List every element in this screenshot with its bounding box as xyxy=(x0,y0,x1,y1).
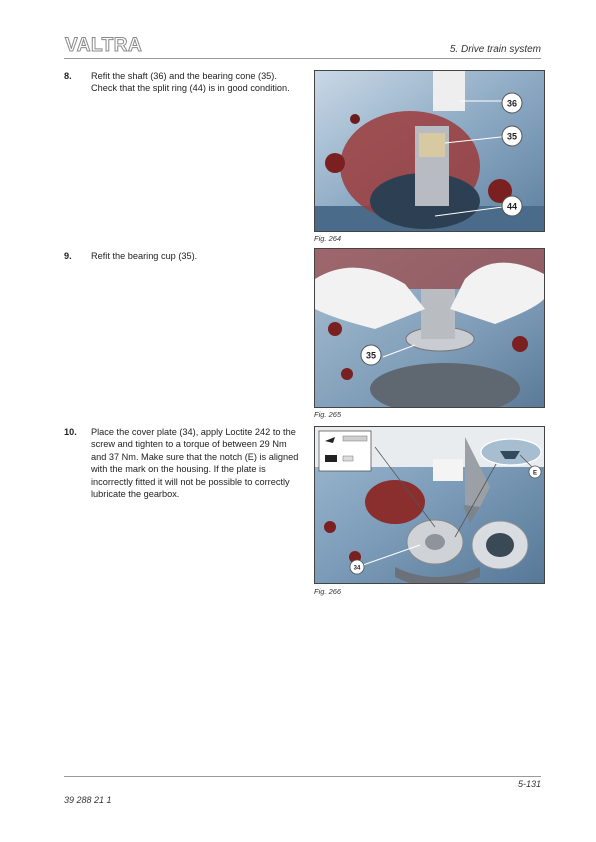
step-number: 9. xyxy=(64,251,72,261)
figure-265-caption: Fig. 265 xyxy=(314,410,342,419)
figure-266-photo xyxy=(314,426,545,584)
header-divider xyxy=(64,58,541,59)
step-number: 8. xyxy=(64,71,72,81)
figure-264-photo xyxy=(314,70,545,232)
torque-tool-pictogram xyxy=(319,431,371,471)
callout-35 xyxy=(361,345,381,365)
svg-text:44: 44 xyxy=(506,201,518,212)
figure-265-photo xyxy=(314,248,545,408)
page-number: 5-131 xyxy=(517,779,541,789)
svg-text:E: E xyxy=(532,470,538,477)
svg-text:36: 36 xyxy=(506,98,518,109)
callout-36 xyxy=(502,93,522,113)
svg-text:35: 35 xyxy=(365,350,377,361)
valtra-logo xyxy=(64,33,146,55)
step-text: Refit the bearing cup (35). xyxy=(91,251,198,261)
callout-E xyxy=(529,466,541,478)
footer-divider xyxy=(64,776,541,777)
callout-35 xyxy=(502,126,522,146)
section-title: 5. Drive train system xyxy=(449,44,541,55)
callout-44 xyxy=(502,196,522,216)
figure-264-caption: Fig. 264 xyxy=(314,234,342,243)
svg-text:34: 34 xyxy=(353,565,361,572)
step-number: 10. xyxy=(64,427,77,437)
document-number: 39 288 21 1 xyxy=(64,795,112,805)
callout-34 xyxy=(350,560,364,574)
logo-wordmark: VALTRA xyxy=(65,35,143,55)
svg-text:35: 35 xyxy=(506,131,518,142)
step-text: Refit the shaft (36) and the bearing cone (35). Check that the split ring (44) is in good condition. xyxy=(91,71,290,94)
figure-266-caption: Fig. 266 xyxy=(314,587,342,596)
step-text: Place the cover plate (34), apply Loctite 242 to the screw and tighten to a torque of between 29 Nm and 37 Nm. Make sure that the notch (E) is aligned with the mark on the housing. If the plate is incorrectly fitted it will not be possible to correctly lubricate the gearbox. xyxy=(91,427,299,500)
